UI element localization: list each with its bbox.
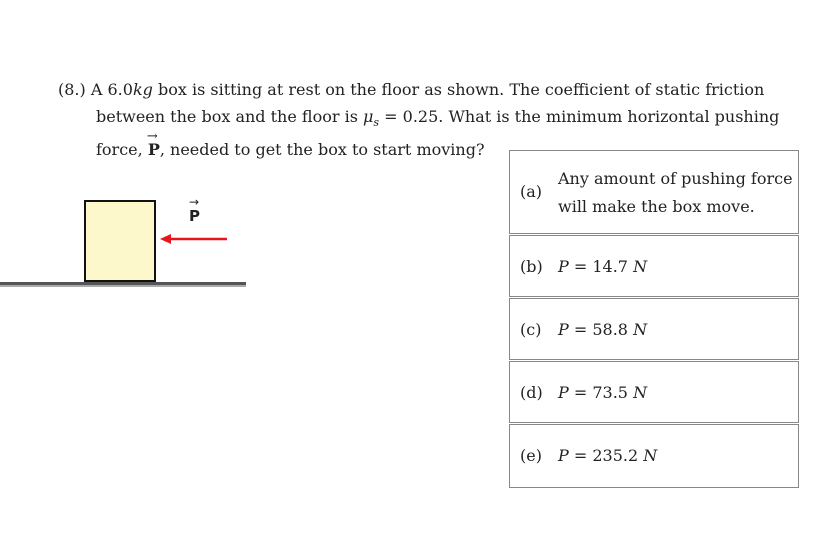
mu-subscript: s: [373, 116, 380, 130]
mu-symbol: μ: [363, 107, 374, 126]
answer-option-e[interactable]: [509, 424, 799, 488]
floor-line: [0, 282, 246, 287]
option-text-line: will make the box move.: [558, 197, 755, 216]
option-text: [558, 383, 647, 402]
question-line-1: [58, 76, 778, 103]
option-text: [558, 446, 657, 465]
option-value: = 235.2: [573, 446, 639, 465]
option-unit: N: [633, 320, 648, 339]
option-letter: (a): [520, 182, 543, 201]
mass-unit: kg: [132, 80, 153, 99]
option-letter: (e): [520, 446, 542, 465]
answer-option-c[interactable]: [509, 298, 799, 360]
option-var: P: [558, 446, 569, 465]
option-unit: N: [643, 446, 658, 465]
answer-option-b[interactable]: [509, 235, 799, 297]
option-var: P: [558, 320, 569, 339]
option-var: P: [558, 257, 569, 276]
question-text-part: , needed to get the box to start moving?: [159, 140, 485, 160]
question-text-part: A 6.0: [90, 80, 133, 99]
option-unit: N: [633, 383, 648, 402]
answer-option-a[interactable]: [509, 150, 799, 234]
question-text-part: = 0.25. What is the minimum horizontal pushing: [384, 107, 780, 126]
option-value: = 14.7: [573, 257, 628, 276]
force-vector-symbol: → P: [148, 136, 160, 163]
option-text: [558, 257, 647, 276]
option-text: [558, 320, 647, 339]
option-unit: N: [633, 257, 648, 276]
option-value: = 58.8: [573, 320, 628, 339]
question-number: (8.): [58, 80, 86, 99]
option-text-line: Any amount of pushing force: [558, 169, 793, 188]
force-label: → P: [189, 207, 200, 225]
box-diagram: [0, 195, 250, 295]
option-value: = 73.5: [573, 383, 628, 402]
option-letter: (d): [520, 383, 543, 402]
question-text-part: between the box and the floor is: [96, 107, 358, 126]
question-text-part: force,: [96, 140, 143, 160]
option-text: [558, 165, 793, 221]
option-letter: (b): [520, 257, 543, 276]
option-letter: (c): [520, 320, 542, 339]
force-arrow-icon: [160, 231, 230, 247]
question-text-part: box is sitting at rest on the floor as shown. The coefficient of static friction: [157, 80, 765, 99]
answer-option-d[interactable]: [509, 361, 799, 423]
question-line-2: [58, 103, 778, 136]
option-var: P: [558, 383, 569, 402]
box: [84, 200, 156, 282]
